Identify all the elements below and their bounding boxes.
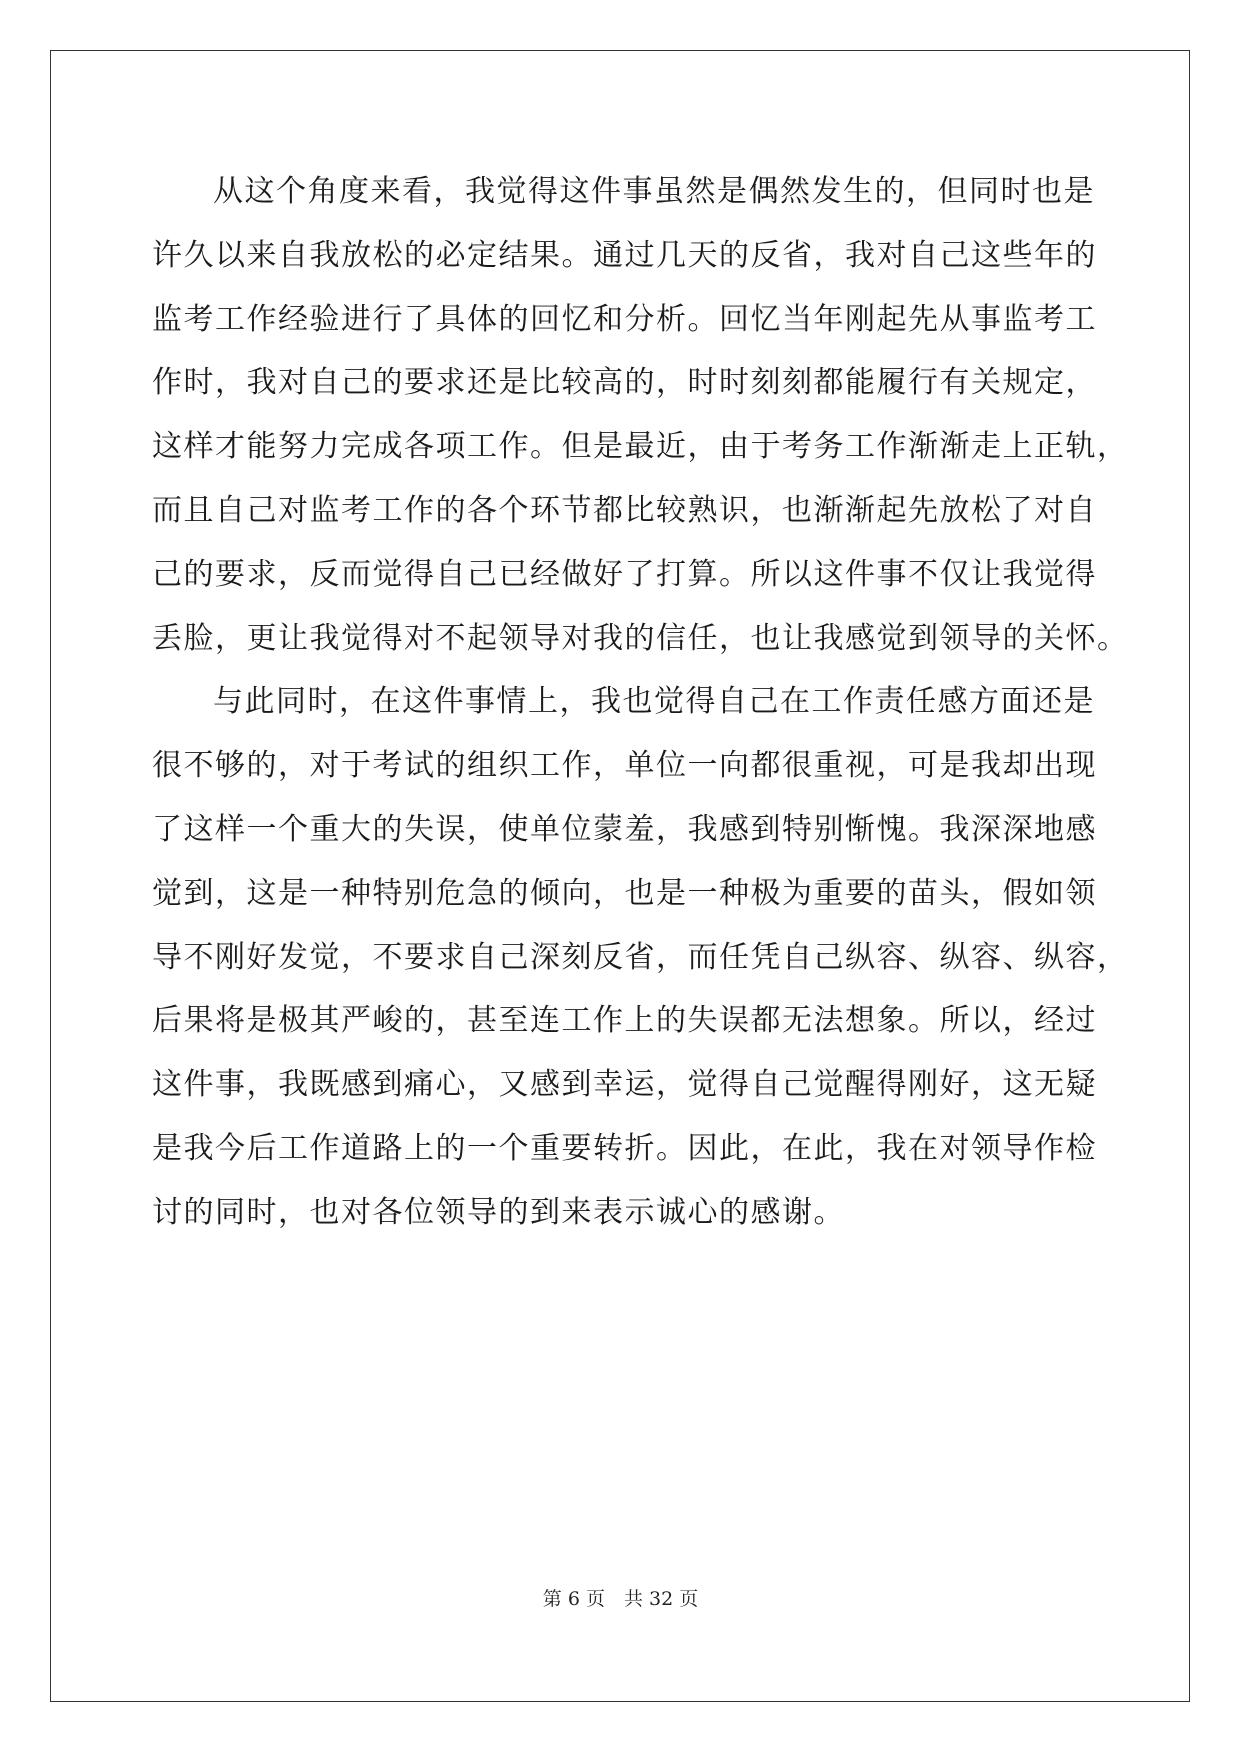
- paragraph-1-line-7: 己的要求，反而觉得自己已经做好了打算。所以这件事不仅让我觉得: [152, 556, 1097, 592]
- page-number-footer: 第 6 页 共 32 页: [542, 1588, 699, 1610]
- paragraph-2-line-9: 讨的同时，也对各位领导的到来表示诚心的感谢。: [152, 1194, 845, 1230]
- paragraph-1-line-4: 作时，我对自己的要求还是比较高的，时时刻刻都能履行有关规定，: [152, 365, 1097, 401]
- paragraph-1-line-6: 而且自己对监考工作的各个环节都比较熟识，也渐渐起先放松了对自: [152, 492, 1097, 528]
- paragraph-2-line-4: 觉到，这是一种特别危急的倾向，也是一种极为重要的苗头，假如领: [152, 875, 1097, 911]
- paragraph-2-line-8: 是我今后工作道路上的一个重要转折。因此，在此，我在对领导作检: [152, 1130, 1097, 1166]
- paragraph-2-line-5: 导不刚好发觉，不要求自己深刻反省，而任凭自己纵容、纵容、纵容，: [152, 939, 1129, 975]
- paragraph-2-line-1: 与此同时，在这件事情上，我也觉得自己在工作责任感方面还是: [213, 684, 1095, 720]
- paragraph-1-line-5: 这样才能努力完成各项工作。但是最近，由于考务工作渐渐走上正轨，: [152, 429, 1129, 465]
- paragraph-1-line-2: 许久以来自我放松的必定结果。通过几天的反省，我对自己这些年的: [152, 237, 1097, 273]
- paragraph-2-line-6: 后果将是极其严峻的，甚至连工作上的失误都无法想象。所以，经过: [152, 1003, 1097, 1039]
- paragraph-2-line-2: 很不够的，对于考试的组织工作，单位一向都很重视，可是我却出现: [152, 748, 1097, 784]
- paragraph-1-line-1: 从这个角度来看，我觉得这件事虽然是偶然发生的，但同时也是: [213, 174, 1095, 209]
- paragraph-2-line-7: 这件事，我既感到痛心，又感到幸运，觉得自己觉醒得刚好，这无疑: [152, 1067, 1097, 1103]
- paragraph-1-line-8: 丢脸，更让我觉得对不起领导对我的信任，也让我感觉到领导的关怀。: [152, 620, 1129, 656]
- document-body: [152, 160, 1129, 1245]
- paragraph-2-line-3: 了这样一个重大的失误，使单位蒙羞，我感到特别惭愧。我深深地感: [152, 811, 1097, 847]
- paragraph-1-line-3: 监考工作经验进行了具体的回忆和分析。回忆当年刚起先从事监考工: [152, 301, 1097, 337]
